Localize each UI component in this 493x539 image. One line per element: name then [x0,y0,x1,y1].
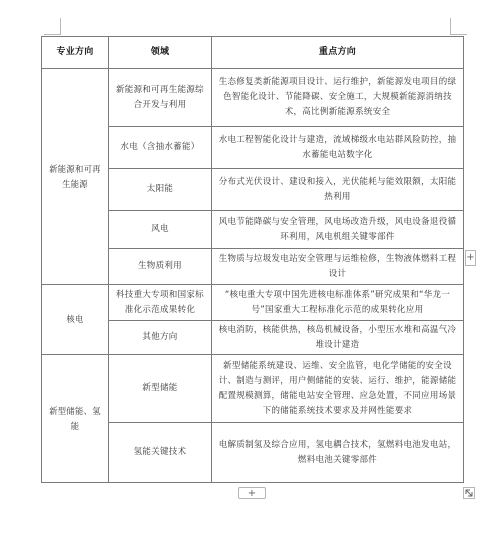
header-cell[interactable]: 重点方向 [212,37,464,69]
focus-cell[interactable]: 生物质与垃圾发电站安全管理与运维检修，生物液体燃料工程设计 [212,249,464,285]
focus-cell[interactable]: 风电节能降碳与安全管理，风电场改造升级，风电设备退役循环利用，风电机组关键零部件 [212,211,464,249]
add-column-button[interactable] [465,250,476,266]
crop-mark [44,34,60,35]
crop-mark [451,34,467,35]
domain-cell[interactable]: 生物质利用 [109,249,212,285]
focus-cell[interactable]: 新型储能系统建设、运维、安全监管，电化学储能的安全设计、制造与测评，用户侧储能的安装、运行、维护，能源储能配置规模测算，储能电站安全管理、应急处置，不同应用场景下的储能系统技术要求及并网性能要求 [212,355,464,423]
domain-cell[interactable]: 新能源和可再生能源综合开发与利用 [109,69,212,127]
domain-cell[interactable]: 风电 [109,211,212,249]
focus-cell[interactable]: “核电重大专项中国先进核电标准体系”研究成果和“华龙一号”国家重大工程标准化示范的成果转化应用 [212,285,464,321]
table-header-row [42,37,464,69]
domain-cell[interactable]: 氢能关键技术 [109,423,212,483]
specialty-cell[interactable]: 新型储能、氢能 [42,355,109,483]
crop-mark [60,18,61,35]
specialty-cell[interactable]: 核电 [42,285,109,355]
domain-cell[interactable]: 太阳能 [109,169,212,211]
focus-cell[interactable]: 核电消防，核能供热，核岛机械设备，小型压水堆和高温气冷堆设计建造 [212,321,464,355]
focus-cell[interactable]: 生态修复类新能源项目设计、运行维护，新能源发电项目的绿色智能化设计、节能降碳、安全施工，大规模新能源消纳技术，高比例新能源系统安全 [212,69,464,127]
focus-cell[interactable]: 电解质制氢及综合应用，氢电耦合技术，氢燃料电池发电站，燃料电池关键零部件 [212,423,464,483]
focus-cell[interactable]: 水电工程智能化设计与建造，流域梯级水电站群风险防控，抽水蓄能电站数字化 [212,127,464,169]
specialty-table [41,36,464,483]
table-row [42,69,464,127]
focus-cell[interactable]: 分布式光伏设计、建设和接入，光伏能耗与能效限额，太阳能热利用 [212,169,464,211]
table-resize-handle[interactable] [463,487,475,499]
domain-cell[interactable]: 其他方向 [109,321,212,355]
plus-icon: + [247,488,257,499]
crop-mark [450,18,451,35]
domain-cell[interactable]: 水电（含抽水蓄能） [109,127,212,169]
domain-cell[interactable]: 新型储能 [109,355,212,423]
plus-icon: + [466,252,475,263]
header-cell[interactable]: 领域 [109,37,212,69]
table-row [42,355,464,423]
specialty-cell[interactable]: 新能源和可再生能源 [42,69,109,285]
table-row [42,285,464,321]
resize-arrow-icon [464,488,474,498]
add-row-button[interactable] [238,487,266,499]
domain-cell[interactable]: 科技重大专项和国家标准化示范成果转化 [109,285,212,321]
header-cell[interactable]: 专业方向 [42,37,109,69]
